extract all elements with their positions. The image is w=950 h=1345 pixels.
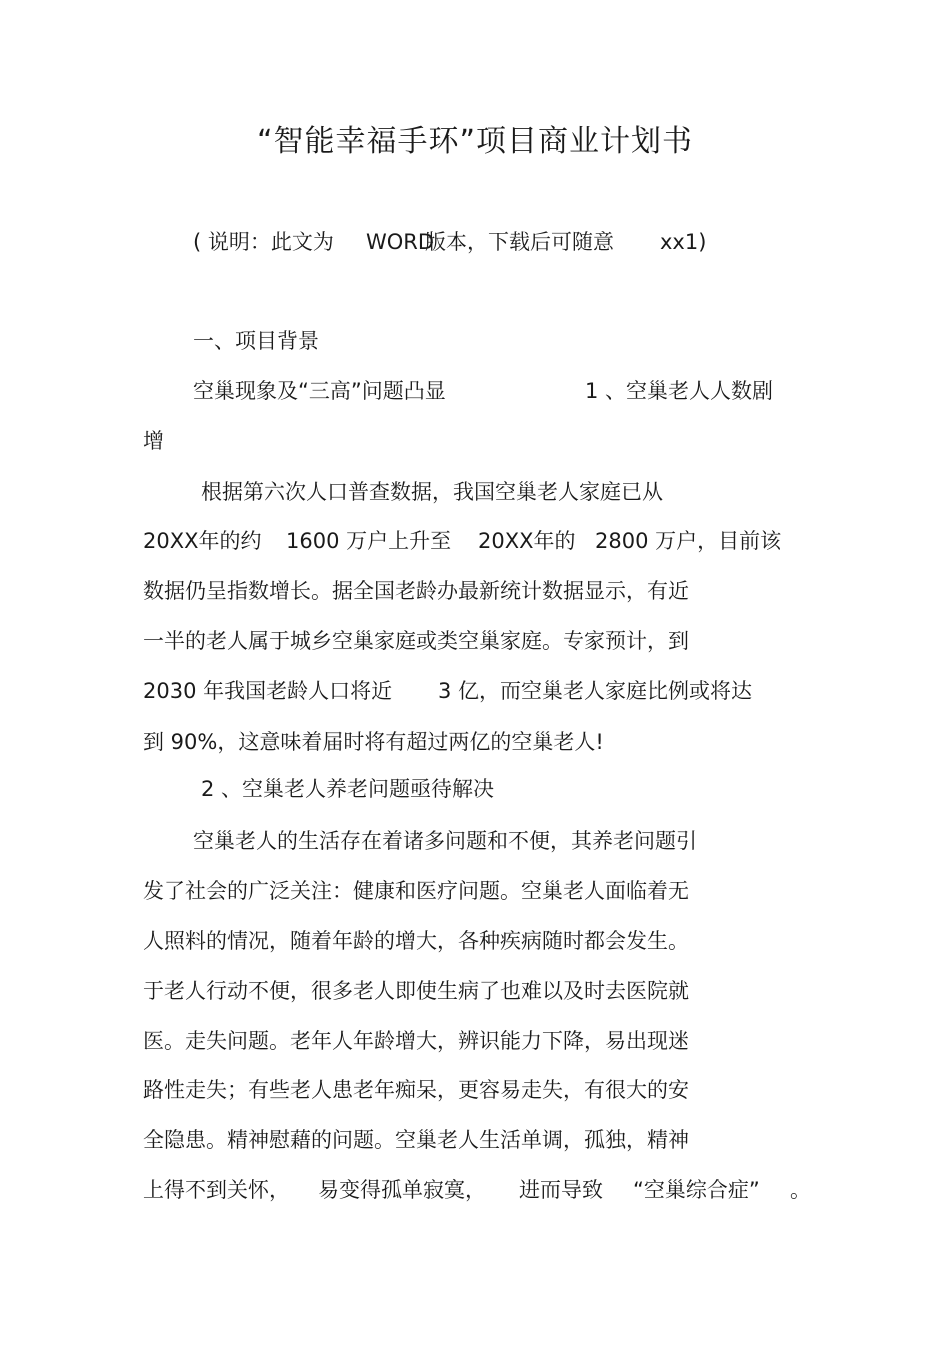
para1-line-6: 到 90%，这意味着届时将有超过两亿的空巢老人! — [143, 730, 604, 754]
para2-line-8c: 进而导致 — [519, 1178, 603, 1202]
note-text-1: ( 说明：此文为 — [193, 230, 334, 254]
document-title: “智能幸福手环”项目商业计划书 — [256, 124, 694, 159]
note-text-word: WORD — [366, 230, 435, 254]
para2-line-5: 医。走失问题。老年人年龄增大，辨识能力下降，易出现迷 — [143, 1029, 689, 1053]
para1-line-3: 数据仍呈指数增长。据全国老龄办最新统计数据显示，有近 — [143, 579, 689, 603]
para1-line-5a: 2030 年我国老龄人口将近 — [143, 679, 393, 703]
para2-line-1: 空巢老人的生活存在着诸多问题和不便，其养老问题引 — [193, 829, 697, 853]
section-heading-2: 2 、空巢老人养老问题亟待解决 — [201, 777, 495, 801]
subheading-text-1: 空巢现象及“三高”问题凸显 — [193, 379, 446, 403]
note-text-2: 版本，下载后可随意 — [425, 230, 614, 254]
para1-line-2c: 20XX年的 — [478, 529, 576, 553]
para1-line-5b: 3 亿，而空巢老人家庭比例或将达 — [438, 679, 753, 703]
para2-line-4: 于老人行动不便，很多老人即使生病了也难以及时去医院就 — [143, 979, 689, 1003]
para1-line-4: 一半的老人属于城乡空巢家庭或类空巢家庭。专家预计，到 — [143, 629, 689, 653]
para2-line-3: 人照料的情况，随着年龄的增大，各种疾病随时都会发生。 — [143, 929, 689, 953]
para2-line-6: 路性走失；有些老人患老年痴呆，更容易走失，有很大的安 — [143, 1078, 689, 1102]
para2-line-2: 发了社会的广泛关注：健康和医疗问题。空巢老人面临着无 — [143, 879, 689, 903]
para2-line-7: 全隐患。精神慰藉的问题。空巢老人生活单调，孤独，精神 — [143, 1128, 689, 1152]
note-text-3: xx1) — [660, 230, 707, 254]
subheading-text-2: 1 、空巢老人人数剧 — [585, 379, 774, 403]
para2-line-8d: “空巢综合症” — [633, 1178, 760, 1202]
para2-line-8b: 易变得孤单寂寞， — [318, 1178, 486, 1202]
para2-line-8a: 上得不到关怀， — [143, 1178, 290, 1202]
para1-line-1: 根据第六次人口普查数据，我国空巢老人家庭已从 — [201, 480, 663, 504]
para2-line-8e: 。 — [790, 1178, 811, 1202]
para1-line-2a: 20XX年的约 — [143, 529, 262, 553]
section-heading-1: 一、项目背景 — [193, 329, 319, 353]
subheading-cont: 增 — [143, 429, 164, 453]
para1-line-2d: 2800 万户，目前该 — [595, 529, 782, 553]
para1-line-2b: 1600 万户上升至 — [286, 529, 452, 553]
